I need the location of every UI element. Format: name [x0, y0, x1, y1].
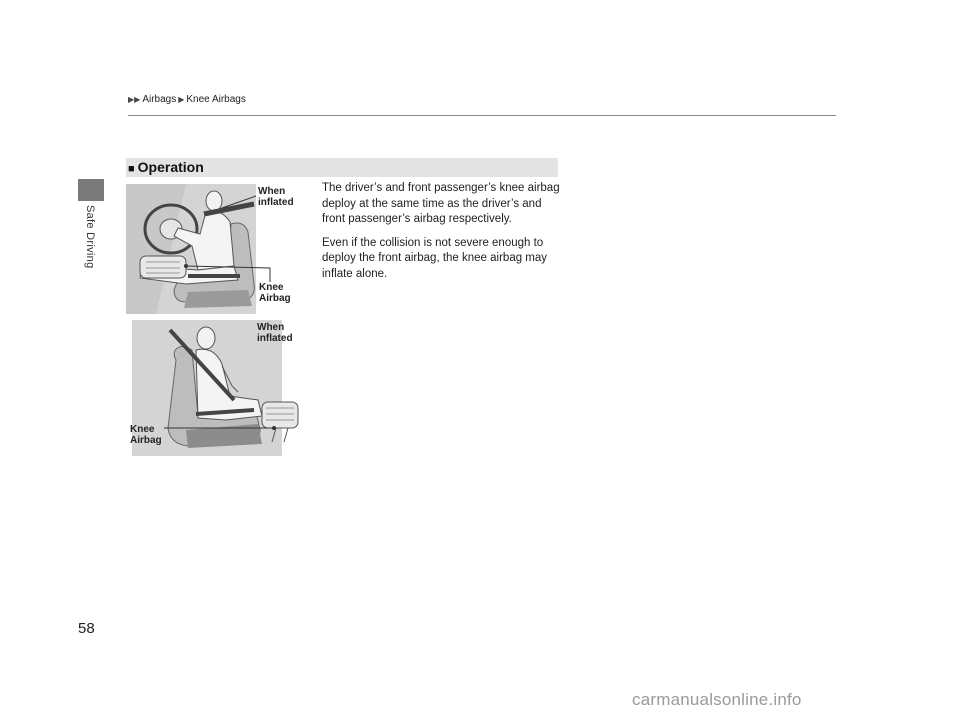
breadcrumb: [128, 94, 246, 105]
knee-airbag-label: Knee Airbag: [130, 424, 162, 446]
page-number: 58: [78, 620, 95, 637]
chapter-tab: [78, 179, 104, 201]
watermark: carmanualsonline.info: [632, 690, 802, 709]
paragraph: The driver’s and front passenger’s knee airbag deploy at the same time as the driver’s and front passenger’s airbag respectively.: [322, 182, 560, 225]
breadcrumb-arrow-icon: ▶: [178, 95, 185, 104]
header-rule: [128, 115, 836, 116]
when-inflated-label: When inflated: [257, 322, 293, 344]
knee-airbag-label: Knee Airbag: [259, 282, 291, 304]
when-inflated-label: When inflated: [258, 186, 294, 208]
chapter-label: Safe Driving: [84, 205, 96, 269]
breadcrumb-item-airbags[interactable]: Airbags: [142, 94, 177, 105]
driver-knee-airbag-illustration: [126, 184, 308, 314]
paragraph: Even if the collision is not severe enough to deploy the front airbag, the knee airbag may inflate alone.: [322, 236, 548, 280]
section-title: ■ Operation: [128, 159, 204, 175]
body-text: [322, 181, 562, 290]
breadcrumb-item-knee-airbags[interactable]: Knee Airbags: [186, 94, 246, 105]
breadcrumb-arrow-icon: ▶▶: [128, 95, 141, 104]
passenger-knee-airbag-illustration: [126, 320, 308, 456]
square-bullet-icon: ■: [128, 163, 135, 175]
